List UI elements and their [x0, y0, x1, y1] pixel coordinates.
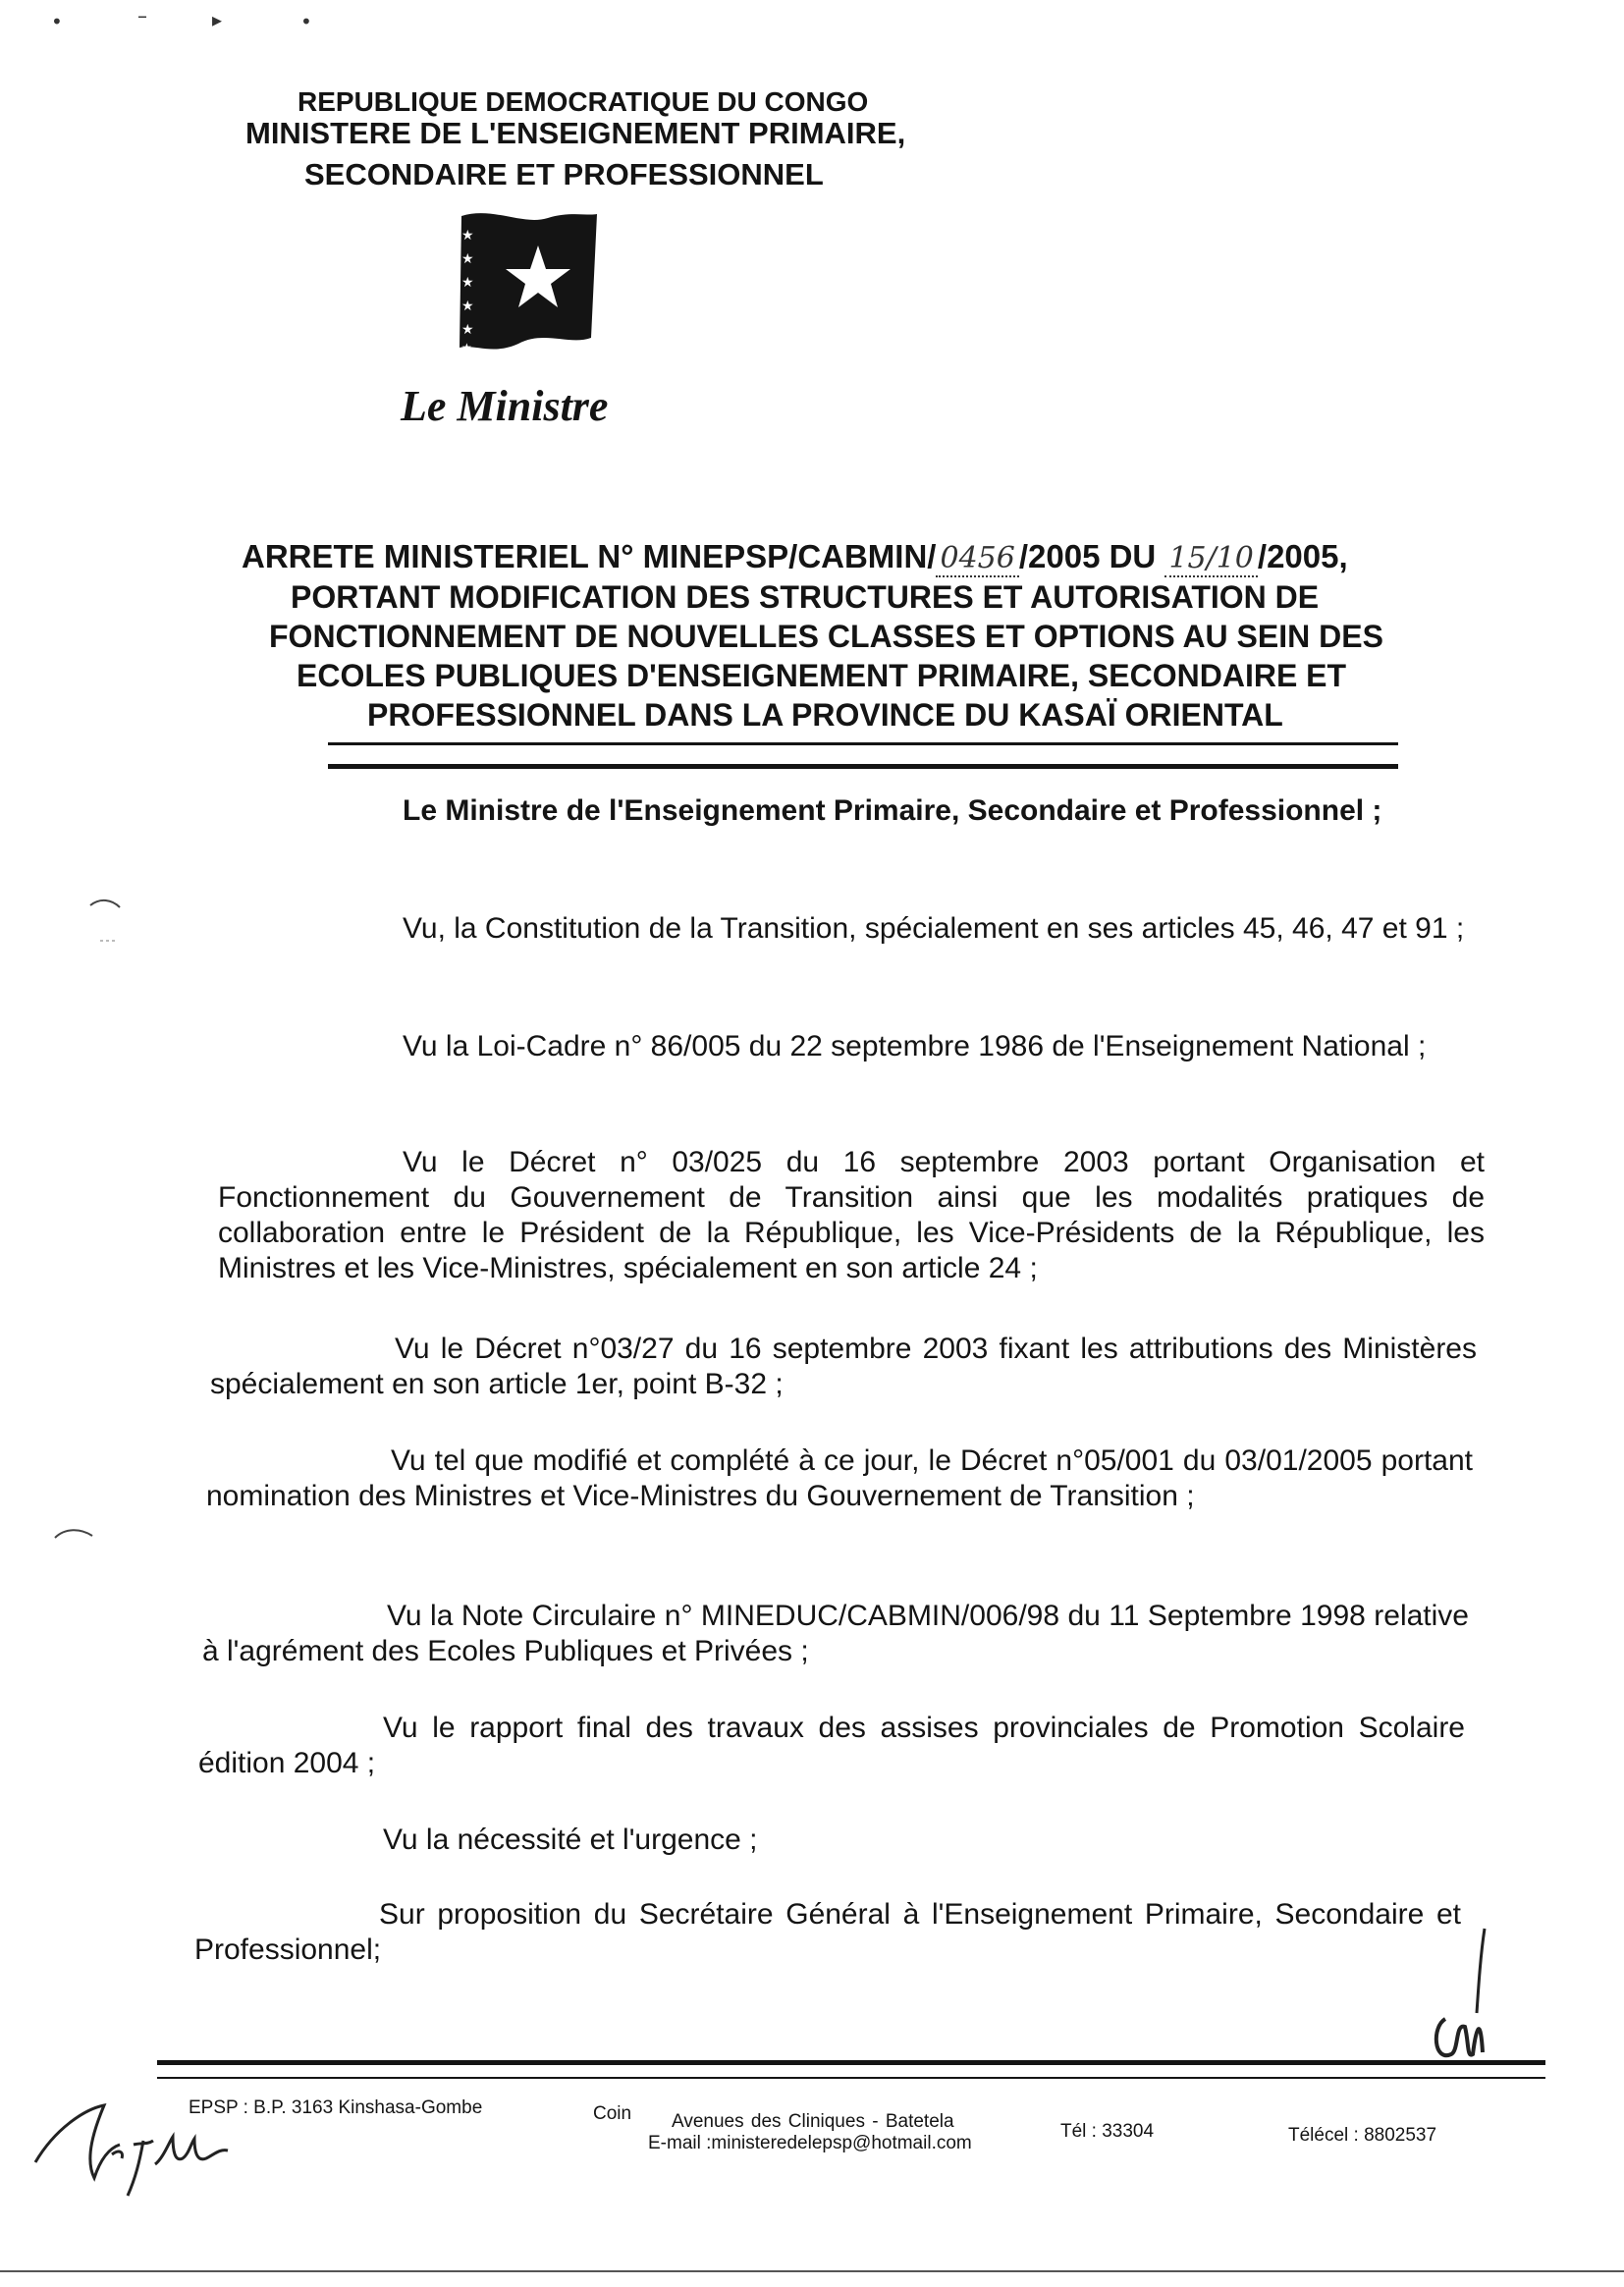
congo-flag-emblem-icon [454, 208, 601, 363]
vu-loi-cadre-paragraph [218, 1029, 1485, 1064]
vu-decret-03-025-text: Vu le Décret n° 03/025 du 16 septembre 2003 portant Organisation et Fonctionnement du Gouvernement de Transition ainsi que les modalités pratiques de collaboration entre le Président de la République, les Vice-Présidents de la République, les Ministres et les Vice-Ministres, spécialement en son article 24 ; [218, 1146, 1485, 1284]
decree-title-line5: PROFESSIONNEL DANS LA PROVINCE DU KASAÏ ORIENTAL [367, 697, 1283, 733]
svg-text:★: ★ [461, 341, 472, 354]
scan-mark: – [137, 4, 147, 27]
footer-email: E-mail :ministeredelepsp@hotmail.com [648, 2133, 972, 2153]
scan-mark: • [51, 10, 63, 33]
vu-loi-cadre-text: Vu la Loi-Cadre n° 86/005 du 22 septembre 1986 de l'Enseignement National ; [403, 1030, 1427, 1062]
svg-text:★: ★ [461, 251, 474, 267]
footer-telecel: Télécel : 8802537 [1288, 2125, 1437, 2146]
decree-title-line4: ECOLES PUBLIQUES D'ENSEIGNEMENT PRIMAIRE, SECONDAIRE ET [297, 658, 1347, 693]
vu-necessite-paragraph [198, 1823, 1465, 1858]
decree-date-label: /2005 DU [1018, 538, 1157, 574]
minister-signature-title: Le Ministre [401, 382, 609, 430]
vu-necessite-text: Vu la nécessité et l'urgence ; [383, 1824, 758, 1856]
footer-rule [157, 2060, 1545, 2065]
vu-decret-05-001-paragraph [206, 1443, 1473, 1514]
handwritten-decree-number: 0456 [936, 541, 1018, 577]
title-underline [328, 742, 1398, 745]
footer-coin-label: Coin [593, 2103, 632, 2124]
svg-text:★: ★ [461, 275, 474, 291]
sur-proposition-text: Sur proposition du Secrétaire Général à l'Enseignement Primaire, Secondaire et Professionnel; [194, 1898, 1461, 1966]
decree-number-prefix: ARRETE MINISTERIEL N° MINEPSP/CABMIN/ [242, 538, 937, 574]
handwritten-decree-date: 15/10 [1164, 541, 1257, 577]
footer-po-box: EPSP : B.P. 3163 Kinshasa-Gombe [189, 2097, 483, 2118]
decree-title-line3: FONCTIONNEMENT DE NOUVELLES CLASSES ET OPTIONS AU SEIN DES [269, 619, 1383, 654]
decree-title-line2: PORTANT MODIFICATION DES STRUCTURES ET AUTORISATION DE [291, 579, 1320, 615]
vu-rapport-paragraph [198, 1711, 1465, 1781]
margin-mark [86, 892, 126, 951]
footer-rule-thin [157, 2077, 1545, 2079]
vu-note-circulaire-text: Vu la Note Circulaire n° MINEDUC/CABMIN/006/98 du 11 Septembre 1998 relative à l'agrément des Ecoles Publiques et Privées ; [202, 1600, 1469, 1667]
scan-edge-line [0, 2270, 1624, 2272]
vu-decret-05-001-text: Vu tel que modifié et complété à ce jour, le Décret n°05/001 du 03/01/2005 portant nomination des Ministres et Vice-Ministres du Gouvernement de Transition ; [206, 1444, 1473, 1512]
ministry-name-line2: SECONDAIRE ET PROFESSIONNEL [304, 157, 824, 191]
vu-constitution-text: Vu, la Constitution de la Transition, spécialement en ses articles 45, 46, 47 et 91 ; [403, 912, 1465, 945]
scan-mark: • [300, 10, 312, 33]
vu-constitution-paragraph [218, 911, 1485, 947]
country-name: REPUBLIQUE DEMOCRATIQUE DU CONGO [298, 86, 869, 117]
decree-title-line1 [242, 538, 1348, 575]
vu-decret-03-27-text: Vu le Décret n°03/27 du 16 septembre 2003 fixant les attributions des Ministères spécialement en son article 1er, point B-32 ; [210, 1333, 1477, 1400]
footer-telephone: Tél : 33304 [1060, 2121, 1155, 2142]
svg-text:★: ★ [461, 322, 474, 338]
svg-text:★: ★ [461, 299, 474, 314]
vu-decret-03-025-paragraph [218, 1145, 1485, 1286]
intro-text: Le Ministre de l'Enseignement Primaire, Secondaire et Professionnel ; [403, 794, 1382, 827]
scan-mark: ▸ [212, 8, 223, 31]
vu-note-circulaire-paragraph [202, 1599, 1469, 1669]
intro-paragraph [218, 793, 1485, 829]
title-underline-thick [328, 764, 1398, 769]
vu-decret-03-27-paragraph [210, 1332, 1477, 1402]
sur-proposition-paragraph [194, 1897, 1461, 1968]
vu-rapport-text: Vu le rapport final des travaux des assises provinciales de Promotion Scolaire édition 2004 ; [198, 1712, 1465, 1779]
handwritten-initials-right-drawing [1426, 1925, 1496, 2074]
footer-address: Avenues des Cliniques - Batetela [672, 2111, 954, 2132]
decree-year: /2005, [1257, 538, 1348, 574]
handwritten-initials-bottom-drawing [26, 2090, 242, 2204]
ministry-name-line1: MINISTERE DE L'ENSEIGNEMENT PRIMAIRE, [245, 116, 906, 150]
margin-mark [51, 1512, 102, 1552]
svg-text:★: ★ [461, 228, 474, 244]
